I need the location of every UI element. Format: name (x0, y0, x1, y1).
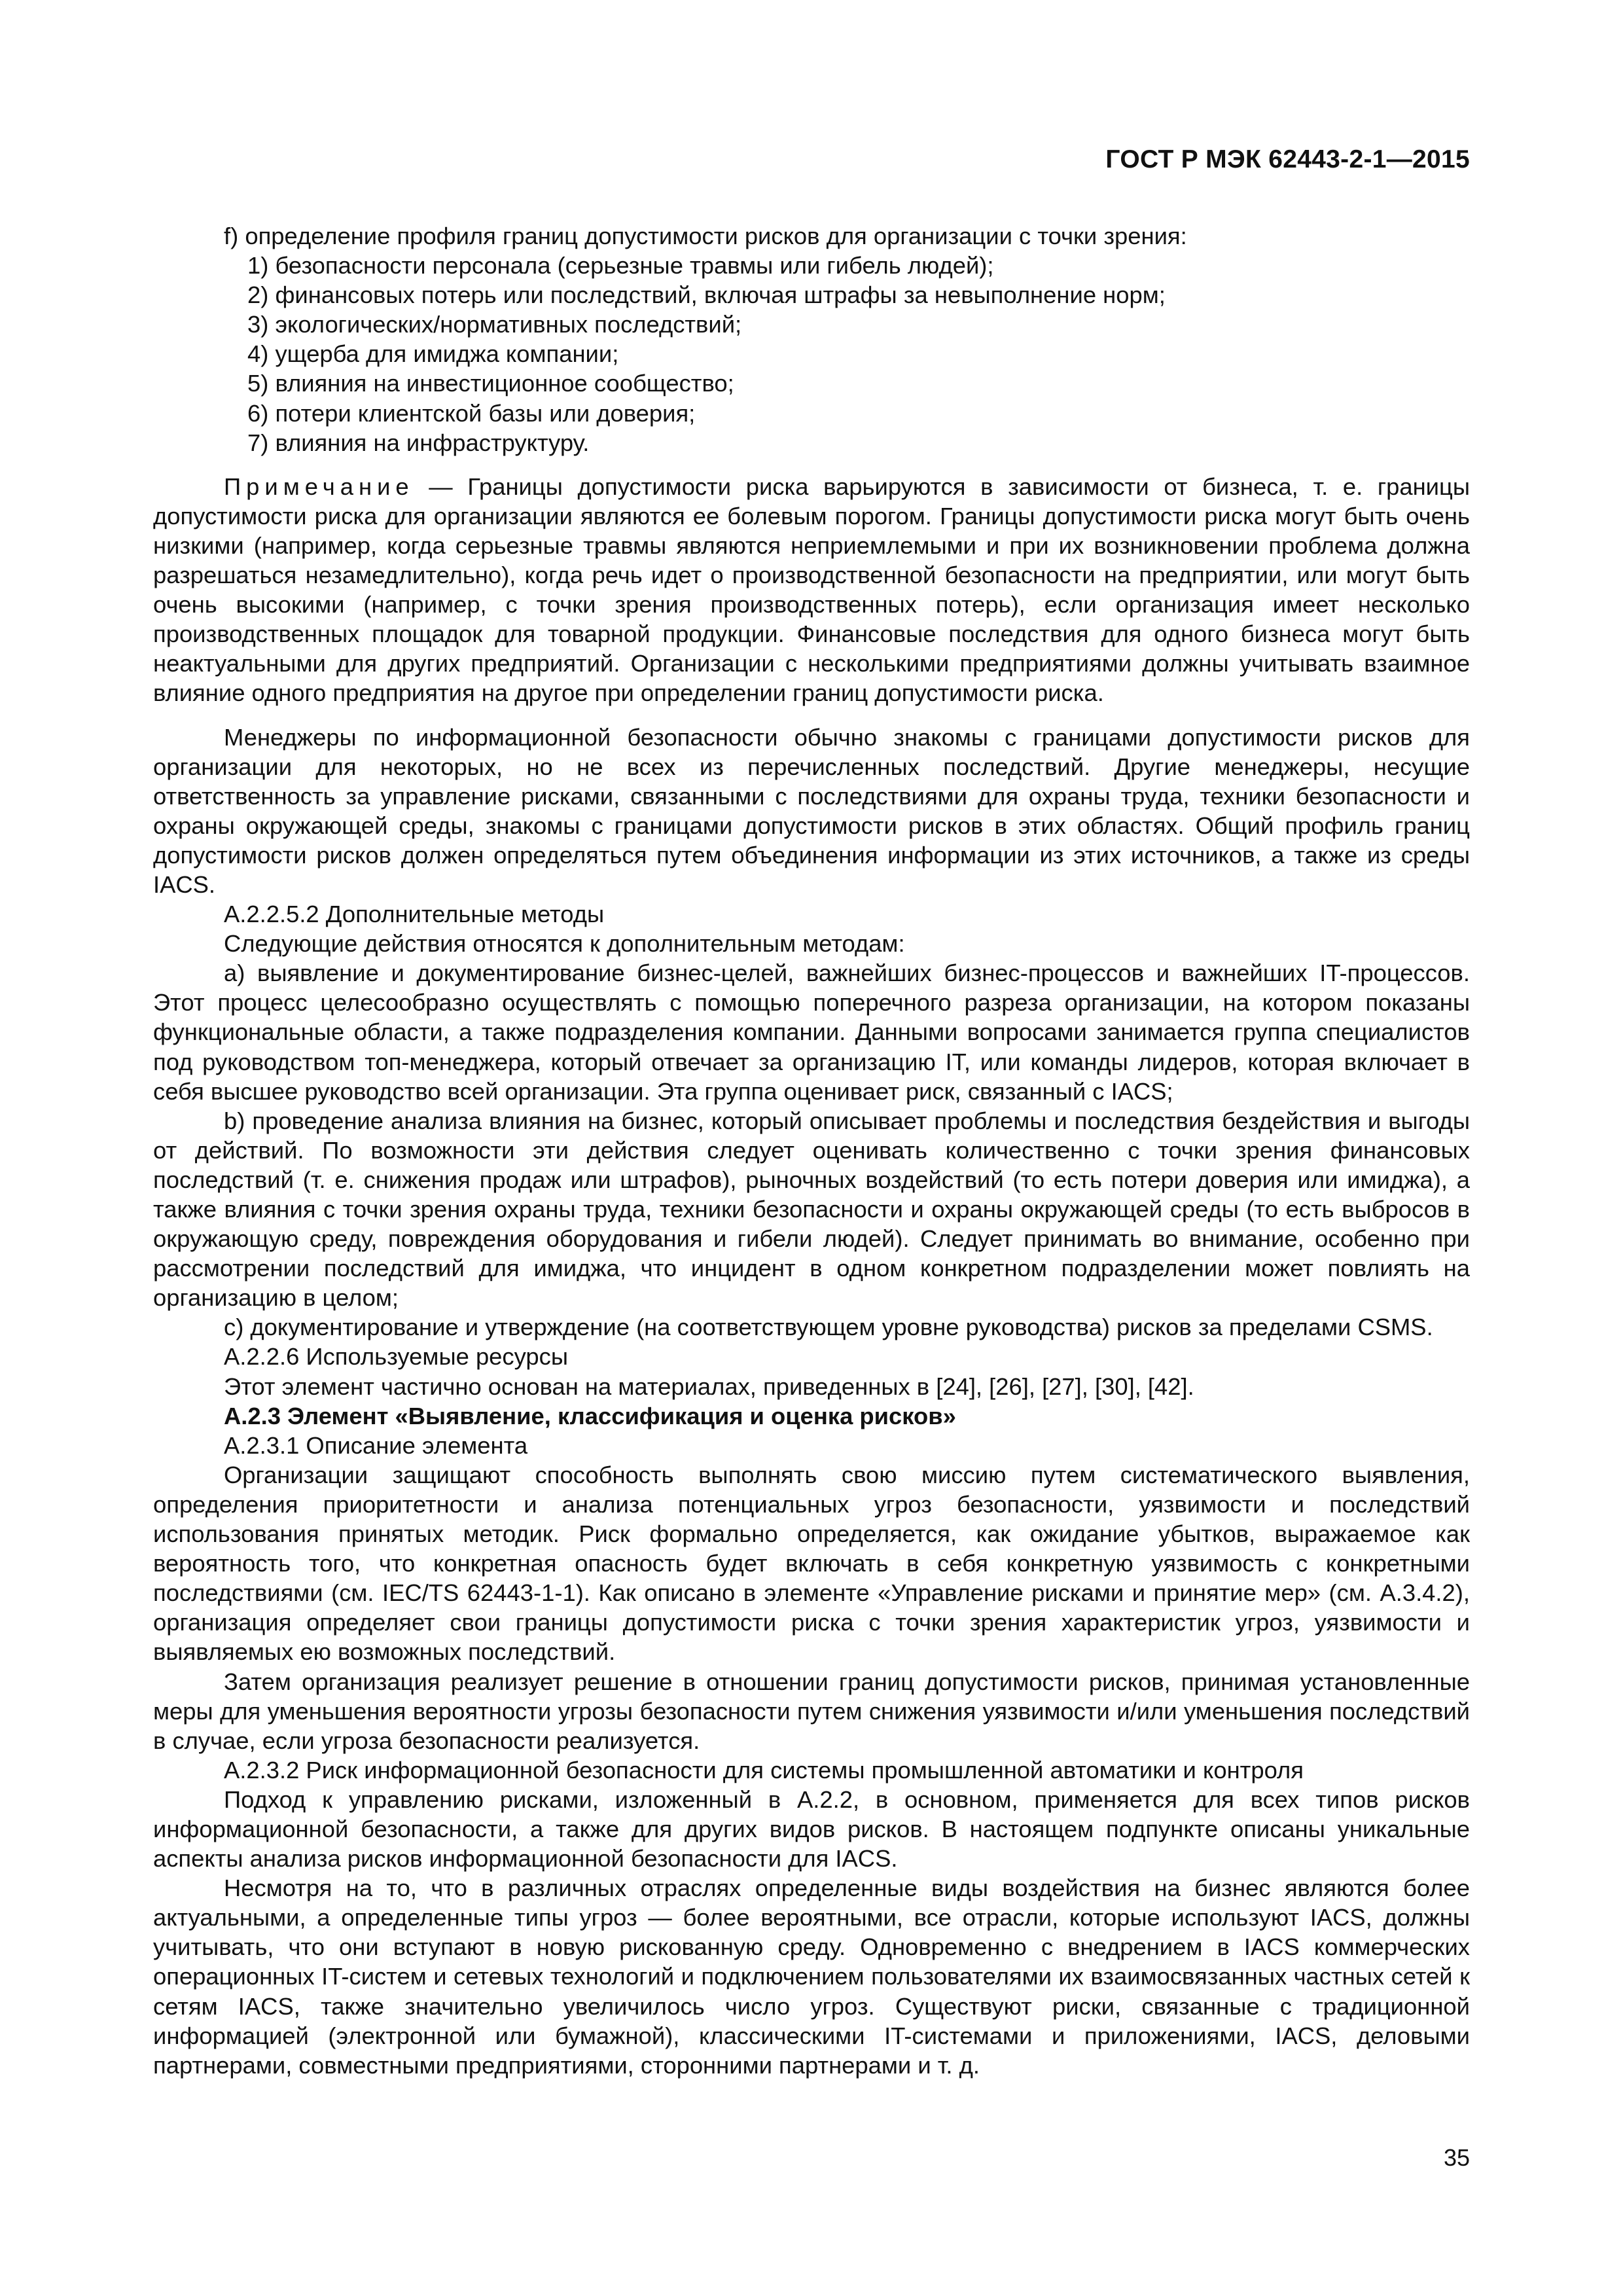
paragraph: Затем организация реализует решение в отношении границ допустимости рисков, принимая установленные меры для уменьшения вероятности угрозы безопасности путем снижения уязвимости и/или уменьшения последствий в случае, если угроза безопасности реализуется. (153, 1668, 1470, 1754)
paragraph: Подход к управлению рисками, изложенный в А.2.2, в основном, применяется для всех типов рисков информационной безопасности, а также для других видов рисков. В настоящем подпункте описаны уникальные аспекты анализа рисков информационной безопасности для IACS. (153, 1785, 1470, 1873)
list-item: 7) влияния на инфраструктуру. (247, 429, 590, 456)
paragraph: a) выявление и документирование бизнес-целей, важнейших бизнес-процессов и важнейших IT-процессов. Этот процесс целесообразно осуществлять с помощью поперечного разреза организации, на котором показаны функциональные области, а также подразделения компании. Данными вопросами занимается группа специалистов под руководством топ-менеджера, который отвечает за организацию IT, или команды лидеров, которая включает в себя высшее руководство всей организации. Эта группа оценивает риск, связанный с IACS; (153, 960, 1470, 1105)
note-paragraph (153, 472, 1470, 708)
paragraph: Несмотря на то, что в различных отраслях определенные виды воздействия на бизнес являются более актуальными, а определенные типы угроз — более вероятными, все отрасли, которые используют IACS, должны учитывать, что они вступают в новую рискованную среду. Одновременно с внедрением в IACS коммерческих операционных IT-систем и сетевых технологий и подключением пользователями их взаимосвязанных частных сетей к сетям IACS, также значительно увеличилось число угроз. Существуют риски, связанные с традиционной информацией (электронной или бумажной), классическими IT-системами и приложениями, IACS, деловыми партнерами, совместными предприятиями, сторонними партнерами и т. д. (153, 1874, 1470, 2079)
paragraph: Этот элемент частично основан на материалах, приведенных в [24], [26], [27], [30], [42]. (224, 1372, 1194, 1400)
paragraph: f) определение профиля границ допустимости рисков для организации с точки зрения: (224, 223, 1187, 249)
list-item: 4) ущерба для имиджа компании; (247, 340, 619, 368)
paragraph: А.2.3.2 Риск информационной безопасности для системы промышленной автоматики и контроля (224, 1756, 1304, 1784)
standard-header: ГОСТ Р МЭК 62443-2-1—2015 (1105, 145, 1470, 173)
list-item: 5) влияния на инвестиционное сообщество; (247, 370, 734, 397)
list-item: 6) потери клиентской базы или доверия; (247, 399, 696, 427)
note-text: — Границы допустимости риска варьируются в зависимости от бизнеса, т. е. границы допустимости риска для организации являются ее болевым порогом. Границы допустимости риска могут быть очень низкими (например, когда серьезные травмы являются неприемлемыми и при их возникновении проблема должна разрешаться незамедлительно), когда речь идет о производственной безопасности на предприятии, или могут быть очень высокими (например, с точки зрения производственных потерь), если организация имеет несколько производственных площадок для товарной продукции. Финансовые последствия для одного бизнеса могут быть неактуальными для других предприятий. Организации с несколькими предприятиями должны учитывать взаимное влияние одного предприятия на другое при определении границ допустимости риска. (153, 473, 1470, 707)
paragraph: А.2.2.5.2 Дополнительные методы (224, 901, 605, 928)
paragraph: Следующие действия относятся к дополнительным методам: (224, 930, 905, 958)
note-label: Примечание (224, 473, 414, 500)
list-item: 1) безопасности персонала (серьезные травмы или гибель людей); (247, 252, 994, 279)
paragraph: c) документирование и утверждение (на соответствующем уровне руководства) рисков за пределами CSMS. (224, 1314, 1433, 1341)
section-heading: А.2.3 Элемент «Выявление, классификация и оценка рисков» (224, 1402, 956, 1429)
list-item: 3) экологических/нормативных последствий; (247, 311, 742, 338)
paragraph: А.2.2.6 Используемые ресурсы (224, 1343, 568, 1371)
paragraph: b) проведение анализа влияния на бизнес, который описывает проблемы и последствия бездействия и выгоды от действий. По возможности эти действия следует оценивать количественно с точки зрения финансовых последствий (т. е. снижения продаж или штрафов), рыночных воздействий (то есть потери доверия или имиджа), а также влияния с точки зрения охраны труда, техники безопасности и охраны окружающей среды (то есть выбросов в окружающую среду, повреждения оборудования и гибели людей). Следует принимать во внимание, особенно при рассмотрении последствий для имиджа, что инцидент в одном конкретном подразделении может повлиять на организацию в целом; (153, 1107, 1470, 1312)
page-number: 35 (1443, 2144, 1470, 2171)
list-item: 2) финансовых потерь или последствий, включая штрафы за невыполнение норм; (247, 281, 1166, 309)
paragraph: Организации защищают способность выполнять свою миссию путем систематического выявления, определения приоритетности и анализа потенциальных угроз безопасности, уязвимости и последствий использования принятых методик. Риск формально определяется, как ожидание убытков, выражаемое как вероятность того, что конкретная опасность будет включать в себя конкретную уязвимость с конкретными последствиями (см. IEC/TS 62443-1-1). Как описано в элементе «Управление рисками и принятие мер» (см. А.3.4.2), организация определяет свои границы допустимости риска с точки зрения характеристик угроз, уязвимости и выявляемых ею возможных последствий. (153, 1461, 1470, 1666)
paragraph: А.2.3.1 Описание элемента (224, 1431, 528, 1459)
document-body (153, 221, 1470, 2080)
paragraph: Менеджеры по информационной безопасности обычно знакомы с границами допустимости рисков для организации для некоторых, но не всех из перечисленных последствий. Другие менеджеры, несущие ответственность за управление рисками, связанными с последствиями для охраны труда, техники безопасности и охраны окружающей среды, знакомы с границами допустимости рисков в этих областях. Общий профиль границ допустимости рисков должен определяться путем объединения информации из этих источников, а также из среды IACS. (153, 723, 1470, 898)
